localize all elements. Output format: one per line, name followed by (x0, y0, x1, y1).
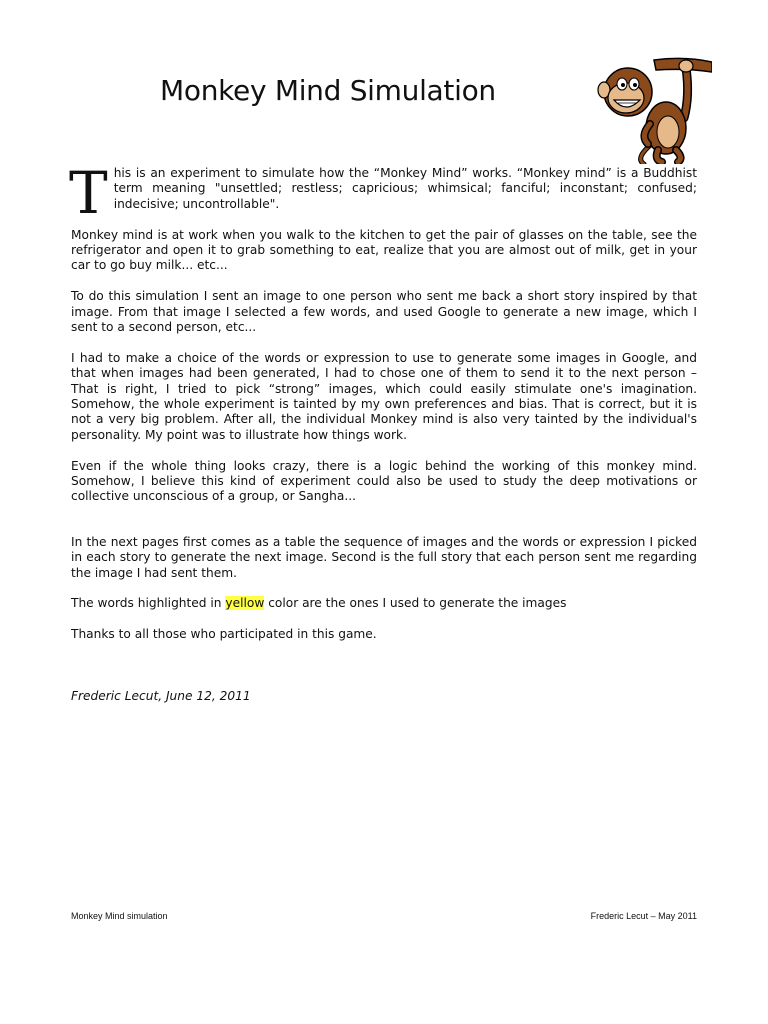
highlight-note-after: color are the ones I used to generate the images (264, 596, 567, 611)
footer-right: Frederic Lecut – May 2011 (590, 911, 697, 921)
highlight-note-before: The words highlighted in (71, 596, 226, 611)
paragraph-method: To do this simulation I sent an image to one person who sent me back a short story inspired by that image. From that image I selected a few words, and used Google to generate a new image, which I sent to a second person, etc... (71, 289, 697, 335)
paragraph-logic: Even if the whole thing looks crazy, there is a logic behind the working of this monkey mind. Somehow, I believe this kind of experiment could also be used to study the deep motivations or collective unconscious of a group, or Sangha... (71, 458, 697, 504)
highlighted-word: yellow (225, 596, 265, 611)
paragraph-highlight-note (71, 596, 697, 611)
intro-paragraph (69, 159, 697, 227)
signature: Frederic Lecut, June 12, 2011 (71, 688, 251, 703)
paragraph-next-pages: In the next pages first comes as a table the sequence of images and the words or expression I picked in each story to generate the next image. Second is the full story that each person sent me regarding the image I had sent them. (71, 534, 697, 580)
page-title: Monkey Mind Simulation (160, 74, 496, 107)
body-text (69, 159, 697, 719)
intro-text: his is an experiment to simulate how the “Monkey Mind” works. “Monkey mind” is a Buddhist term meaning "unsettled; restless; capricious; whimsical; fanciful; inconstant; confused; indecisive; uncontrollable". (113, 166, 697, 211)
paragraph-kitchen: Monkey mind is at work when you walk to the kitchen to get the pair of glasses on the table, see the refrigerator and open it to grab something to eat, realize that you are almost out of milk, get in your car to go buy milk... etc... (71, 227, 697, 273)
paragraph-choice: I had to make a choice of the words or expression to use to generate some images in Google, and that when images had been generated, I had to chose one of them to send it to the next person – That is right, I tried to pick “strong” images, which could easily stimulate one's imagination. Somehow, the whole experiment is tainted by my own preferences and bias. That is correct, but it is not a very big problem. After all, the individual Monkey mind is also very tainted by the individual's personality. My point was to illustrate how things work. (71, 350, 697, 442)
footer-left: Monkey Mind simulation (71, 911, 168, 921)
drop-cap: T (69, 159, 108, 227)
paragraph-thanks: Thanks to all those who participated in this game. (71, 627, 377, 642)
monkey-cartoon-icon (594, 46, 712, 164)
